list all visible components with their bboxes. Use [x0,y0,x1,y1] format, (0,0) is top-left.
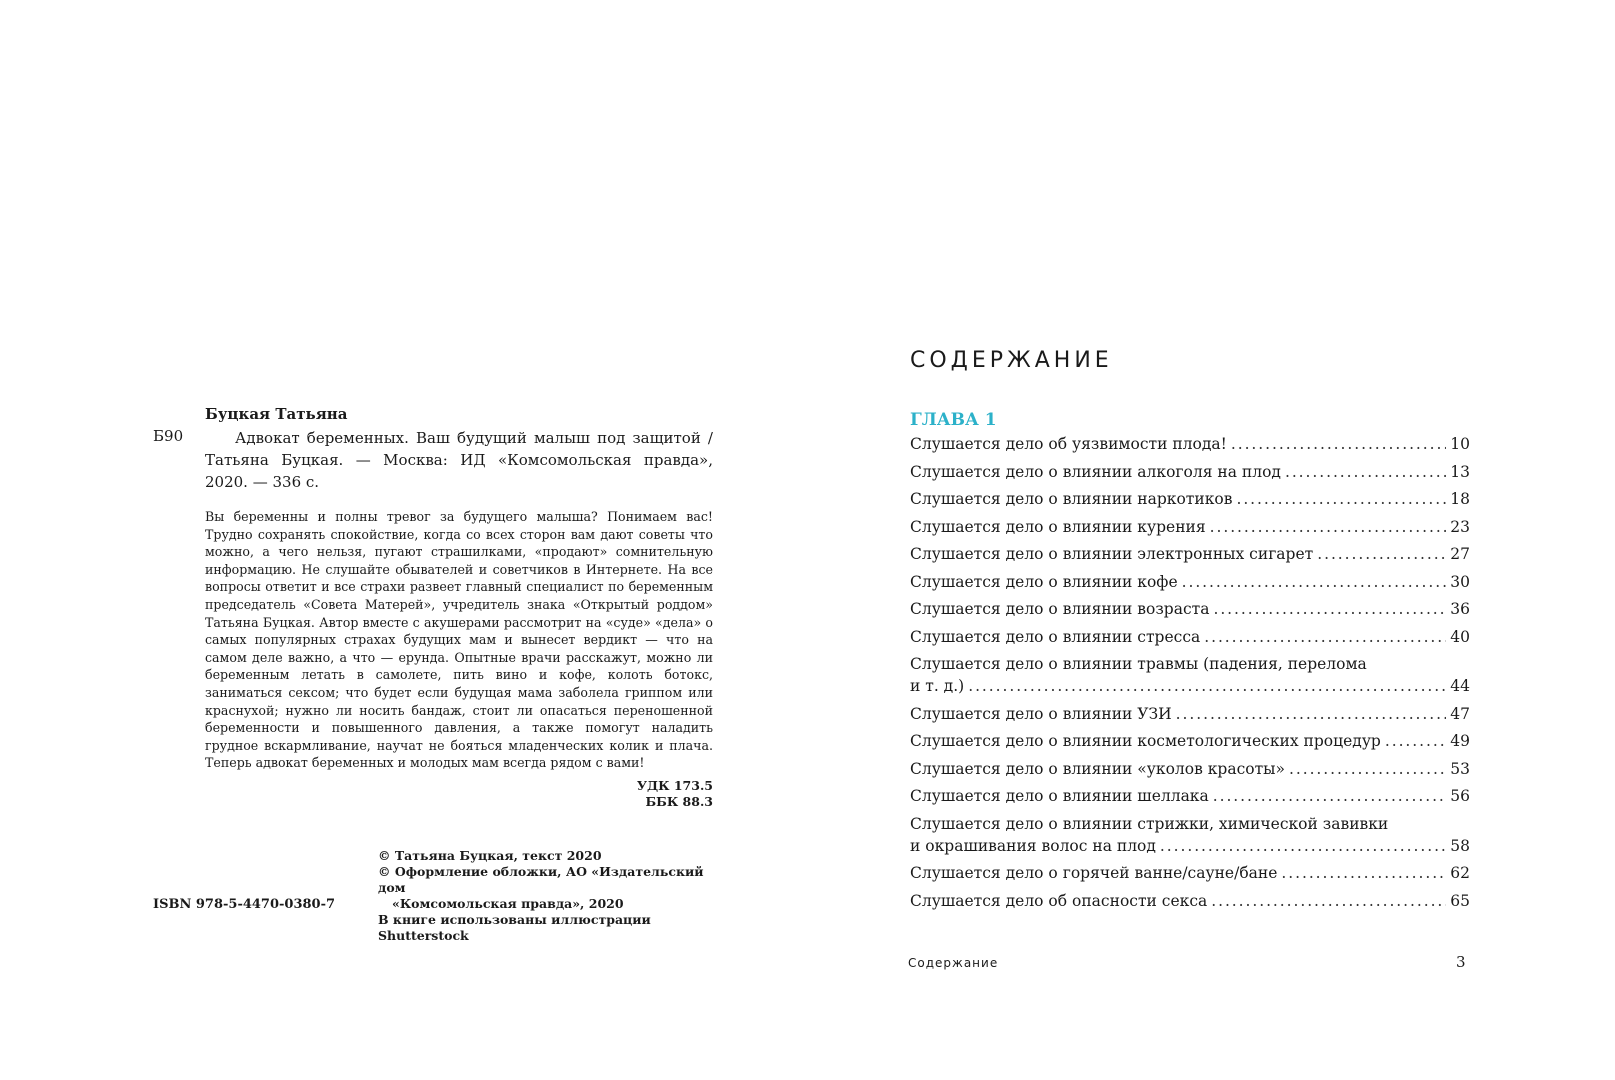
toc-leader-dots [1285,461,1446,483]
toc-leader-dots [1213,785,1447,807]
copyright-cover: © Оформление обложки, АО «Издательский дом [378,864,704,895]
toc-entry-page: 18 [1450,490,1470,508]
toc-entry[interactable] [910,785,1470,807]
toc-leader-dots [1160,835,1446,857]
toc-entry-title: и окрашивания волос на плод [910,836,1156,855]
toc-entry-page: 56 [1450,787,1470,805]
toc-entry-title: Слушается дело о влиянии электронных сигарет [910,545,1314,563]
toc-entry[interactable] [910,703,1470,725]
toc-entry-page: 44 [1450,677,1470,695]
toc-list [910,433,1470,917]
toc-leader-dots [1289,758,1446,780]
toc-entry-title: Слушается дело о влиянии УЗИ [910,704,1172,723]
toc-entry-page: 49 [1450,732,1470,750]
toc-entry-page: 62 [1450,864,1470,882]
toc-leader-dots [1231,433,1446,455]
toc-leader-dots [1210,516,1447,538]
copyright-cover-cont: «Комсомольская правда», 2020 [392,896,624,911]
toc-entry-title: и т. д.) [910,677,965,695]
toc-leader-dots [1211,890,1446,912]
toc-entry-title-line: Слушается дело о влиянии травмы (падения, перелома [910,655,1367,673]
toc-leader-dots [1213,598,1446,620]
toc-title: СОДЕРЖАНИЕ [910,348,1113,373]
chapter-heading: ГЛАВА 1 [910,410,997,430]
author-name: Буцкая Татьяна [205,405,348,423]
toc-leader-dots [1236,488,1446,510]
toc-entry[interactable] [910,598,1470,620]
toc-leader-dots [968,675,1446,697]
illustrations-credit: В книге использованы иллюстрации Shutterstock [378,912,651,943]
right-page [890,0,1480,1080]
toc-entry-title: Слушается дело о влиянии наркотиков [910,490,1233,508]
toc-leader-dots [1281,862,1446,884]
toc-entry-title: Слушается дело об уязвимости плода! [910,435,1227,453]
toc-entry[interactable] [910,730,1470,752]
toc-entry-page: 58 [1450,836,1470,855]
toc-entry-page: 65 [1450,891,1470,910]
toc-entry[interactable] [910,461,1470,483]
toc-leader-dots [1317,543,1446,565]
left-page [0,0,760,1080]
toc-entry-title: Слушается дело о горячей ванне/сауне/бане [910,864,1278,882]
toc-entry-page: 53 [1450,759,1470,778]
toc-entry[interactable] [910,543,1470,565]
toc-leader-dots [1176,703,1447,725]
bibliographic-record: Адвокат беременных. Ваш будущий малыш под защитой / Татьяна Буцкая. — Москва: ИД «Комсомольская правда», 2020. — 336 с. [205,429,713,491]
toc-leader-dots [1385,730,1446,752]
toc-leader-dots [1204,626,1446,648]
toc-entry-page: 10 [1450,435,1470,453]
toc-entry[interactable] [910,890,1470,912]
toc-entry-title: Слушается дело о влиянии «уколов красоты» [910,759,1286,778]
page-number: 3 [1456,953,1466,971]
bbk-code: ББК 88.3 [645,794,713,809]
classification-code: Б90 [153,427,184,445]
toc-entry[interactable] [910,653,1470,697]
toc-entry[interactable] [910,813,1470,857]
toc-entry[interactable] [910,758,1470,780]
isbn: ISBN 978-5-4470-0380-7 [153,897,336,912]
classification-block [560,778,713,810]
toc-entry-page: 27 [1450,545,1470,563]
toc-entry[interactable] [910,433,1470,455]
udk-code: УДК 173.5 [636,778,713,793]
toc-entry[interactable] [910,516,1470,538]
toc-entry-title: Слушается дело о влиянии косметологических процедур [910,732,1381,750]
toc-entry-title: Слушается дело о влиянии алкоголя на плод [910,462,1281,481]
toc-entry-title: Слушается дело о влиянии шеллака [910,787,1209,805]
toc-entry-page: 30 [1450,572,1470,591]
toc-leader-dots [1182,571,1447,593]
copyright-text: © Татьяна Буцкая, текст 2020 [378,848,602,863]
toc-entry-title: Слушается дело об опасности секса [910,891,1208,910]
toc-entry-page: 13 [1450,462,1470,481]
copyright-block [378,848,718,944]
annotation-text: Вы беременны и полны тревог за будущего малыша? Понимаем вас! Трудно сохранять спокойствие, когда со всех сторон вам дают советы что можно, а чего нельзя, пугают страшилками, «продают» сомнительную информацию. Не слушайте обывателей и советчиков в Интернете. На все вопросы ответит и все страхи развеет главный специалист по беременным председатель «Совета Матерей», учредитель знака «Открытый роддом» Татьяна Буцкая. Автор вместе с акушерами рассмотрит на «суде» «дела» о самых популярных страхах будущих мам и вынесет вердикт — что на самом деле важно, а что — ерунда. Опытные врачи расскажут, можно ли беременным летать в самолете, пить вино и кофе, колоть ботокс, заниматься сексом; что будет если будущая мама заболела гриппом или краснухой; нужно ли носить бандаж, стоит ли опасаться переношенной беременности и повышенного давления, а также помогут наладить грудное вскармливание, научат не бояться младенческих колик и плача. Теперь адвокат беременных и молодых мам всегда рядом с вами! [205,509,713,771]
toc-entry[interactable] [910,488,1470,510]
toc-entry-title: Слушается дело о влиянии стресса [910,627,1201,646]
running-footer: Содержание [908,956,999,970]
toc-entry-page: 47 [1450,704,1470,723]
toc-entry-page: 36 [1450,600,1470,618]
annotation [205,508,713,772]
toc-entry-page: 23 [1450,517,1470,536]
toc-entry[interactable] [910,862,1470,884]
toc-entry-title-line: Слушается дело о влиянии стрижки, химической завивки [910,814,1389,833]
toc-entry-title: Слушается дело о влиянии возраста [910,600,1210,618]
toc-entry[interactable] [910,626,1470,648]
toc-entry-title: Слушается дело о влиянии курения [910,517,1206,536]
toc-entry-title: Слушается дело о влиянии кофе [910,572,1178,591]
toc-entry-page: 40 [1450,627,1470,646]
toc-entry[interactable] [910,571,1470,593]
